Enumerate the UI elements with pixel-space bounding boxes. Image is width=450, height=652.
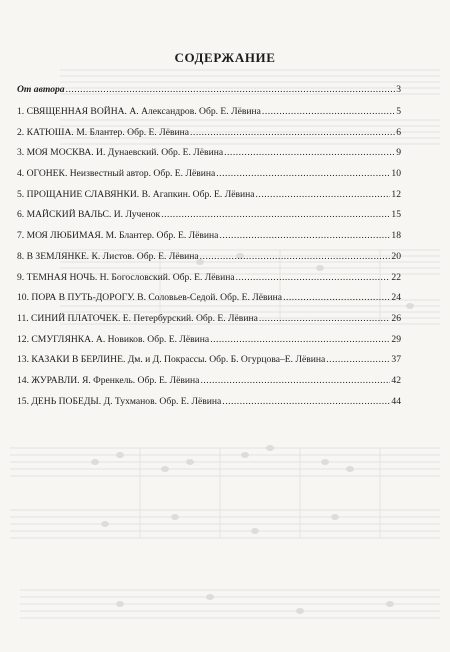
toc-page-number: 5 — [396, 106, 401, 117]
toc-leader-dots — [236, 272, 391, 283]
toc-leader-dots — [326, 354, 390, 365]
toc-item-10[interactable] — [17, 292, 401, 313]
toc-leader-dots — [161, 209, 390, 220]
toc-leader-dots — [256, 189, 391, 200]
toc-page-number: 37 — [391, 354, 401, 366]
toc-page-number: 18 — [391, 230, 401, 242]
toc-item-title: 9. ТЕМНАЯ НОЧЬ. Н. Богословский. Обр. Е. Лёвина — [17, 271, 235, 283]
toc-leader-dots — [200, 375, 390, 386]
toc-item-title: 1. СВЯЩЕННАЯ ВОЙНА. А. Александров. Обр. Е. Лёвина — [17, 106, 261, 117]
toc-page-number: 6 — [396, 126, 401, 138]
toc-item-8[interactable] — [17, 251, 401, 272]
toc-leader-dots — [66, 84, 396, 95]
toc-item-title: 7. МОЯ ЛЮБИМАЯ. М. Блантер. Обр. Е. Лёвина — [17, 230, 219, 242]
toc-page-number: 20 — [391, 250, 401, 262]
toc-page-number: 29 — [391, 333, 401, 345]
toc-item-title: 6. МАЙСКИЙ ВАЛЬС. И. Лученок — [17, 209, 161, 221]
toc-leader-dots — [190, 127, 395, 138]
table-of-contents — [17, 84, 401, 416]
toc-item-1[interactable] — [17, 106, 401, 127]
toc-page-number: 44 — [391, 395, 401, 407]
toc-page-number: 9 — [396, 147, 401, 159]
toc-leader-dots — [283, 292, 390, 303]
toc-item-title: 11. СИНИЙ ПЛАТОЧЕК. Е. Петербурский. Обр. Е. Лёвина — [17, 312, 258, 324]
toc-item-title: 15. ДЕНЬ ПОБЕДЫ. Д. Тухманов. Обр. Е. Лёвина — [17, 395, 222, 407]
toc-leader-dots — [262, 106, 395, 117]
toc-item-title: От автора — [17, 84, 65, 95]
toc-page-number: 10 — [391, 168, 401, 180]
toc-item-3[interactable] — [17, 147, 401, 168]
toc-leader-dots — [200, 251, 391, 262]
toc-item-7[interactable] — [17, 230, 401, 251]
toc-item-title: 12. СМУГЛЯНКА. А. Новиков. Обр. Е. Лёвина — [17, 333, 210, 345]
toc-item-5[interactable] — [17, 189, 401, 210]
toc-item-6[interactable] — [17, 209, 401, 230]
toc-item-2[interactable] — [17, 127, 401, 148]
toc-item-title: 3. МОЯ МОСКВА. И. Дунаевский. Обр. Е. Лёвина — [17, 147, 224, 159]
toc-item-14[interactable] — [17, 375, 401, 396]
page-title: СОДЕРЖАНИЕ — [174, 50, 276, 65]
toc-item-title: 5. ПРОЩАНИЕ СЛАВЯНКИ. В. Агапкин. Обр. Е. Лёвина — [17, 188, 255, 200]
toc-item-13[interactable] — [17, 354, 401, 375]
toc-page-number: 24 — [391, 292, 401, 304]
toc-item-title: 14. ЖУРАВЛИ. Я. Френкель. Обр. Е. Лёвина — [17, 374, 200, 386]
toc-item-12[interactable] — [17, 334, 401, 355]
toc-page-number: 22 — [391, 271, 401, 283]
toc-item-title: 2. КАТЮША. М. Блантер. Обр. Е. Лёвина — [17, 126, 190, 138]
toc-item-title: 4. ОГОНЕК. Неизвестный автор. Обр. Е. Лёвина — [17, 168, 216, 180]
toc-item-preface[interactable] — [17, 84, 401, 106]
toc-page-number: 12 — [391, 188, 401, 200]
toc-item-4[interactable] — [17, 168, 401, 189]
toc-item-11[interactable] — [17, 313, 401, 334]
toc-page-number: 15 — [391, 209, 401, 221]
toc-item-title: 8. В ЗЕМЛЯНКЕ. К. Листов. Обр. Е. Лёвина — [17, 250, 199, 262]
toc-leader-dots — [222, 396, 390, 407]
toc-leader-dots — [216, 168, 390, 179]
toc-page-number: 3 — [396, 84, 401, 95]
toc-item-title: 10. ПОРА В ПУТЬ-ДОРОГУ. В. Соловьев-Седой. Обр. Е. Лёвина — [17, 292, 283, 304]
toc-leader-dots — [219, 230, 390, 241]
toc-leader-dots — [259, 313, 391, 324]
toc-page-number: 26 — [391, 312, 401, 324]
toc-leader-dots — [210, 334, 390, 345]
toc-item-title: 13. КАЗАКИ В БЕРЛИНЕ. Дм. и Д. Покрассы. Обр. Б. Огурцова–Е. Лёвина — [17, 354, 326, 366]
toc-leader-dots — [224, 147, 395, 158]
toc-page-number: 42 — [391, 374, 401, 386]
toc-item-15[interactable] — [17, 396, 401, 417]
toc-item-9[interactable] — [17, 272, 401, 293]
